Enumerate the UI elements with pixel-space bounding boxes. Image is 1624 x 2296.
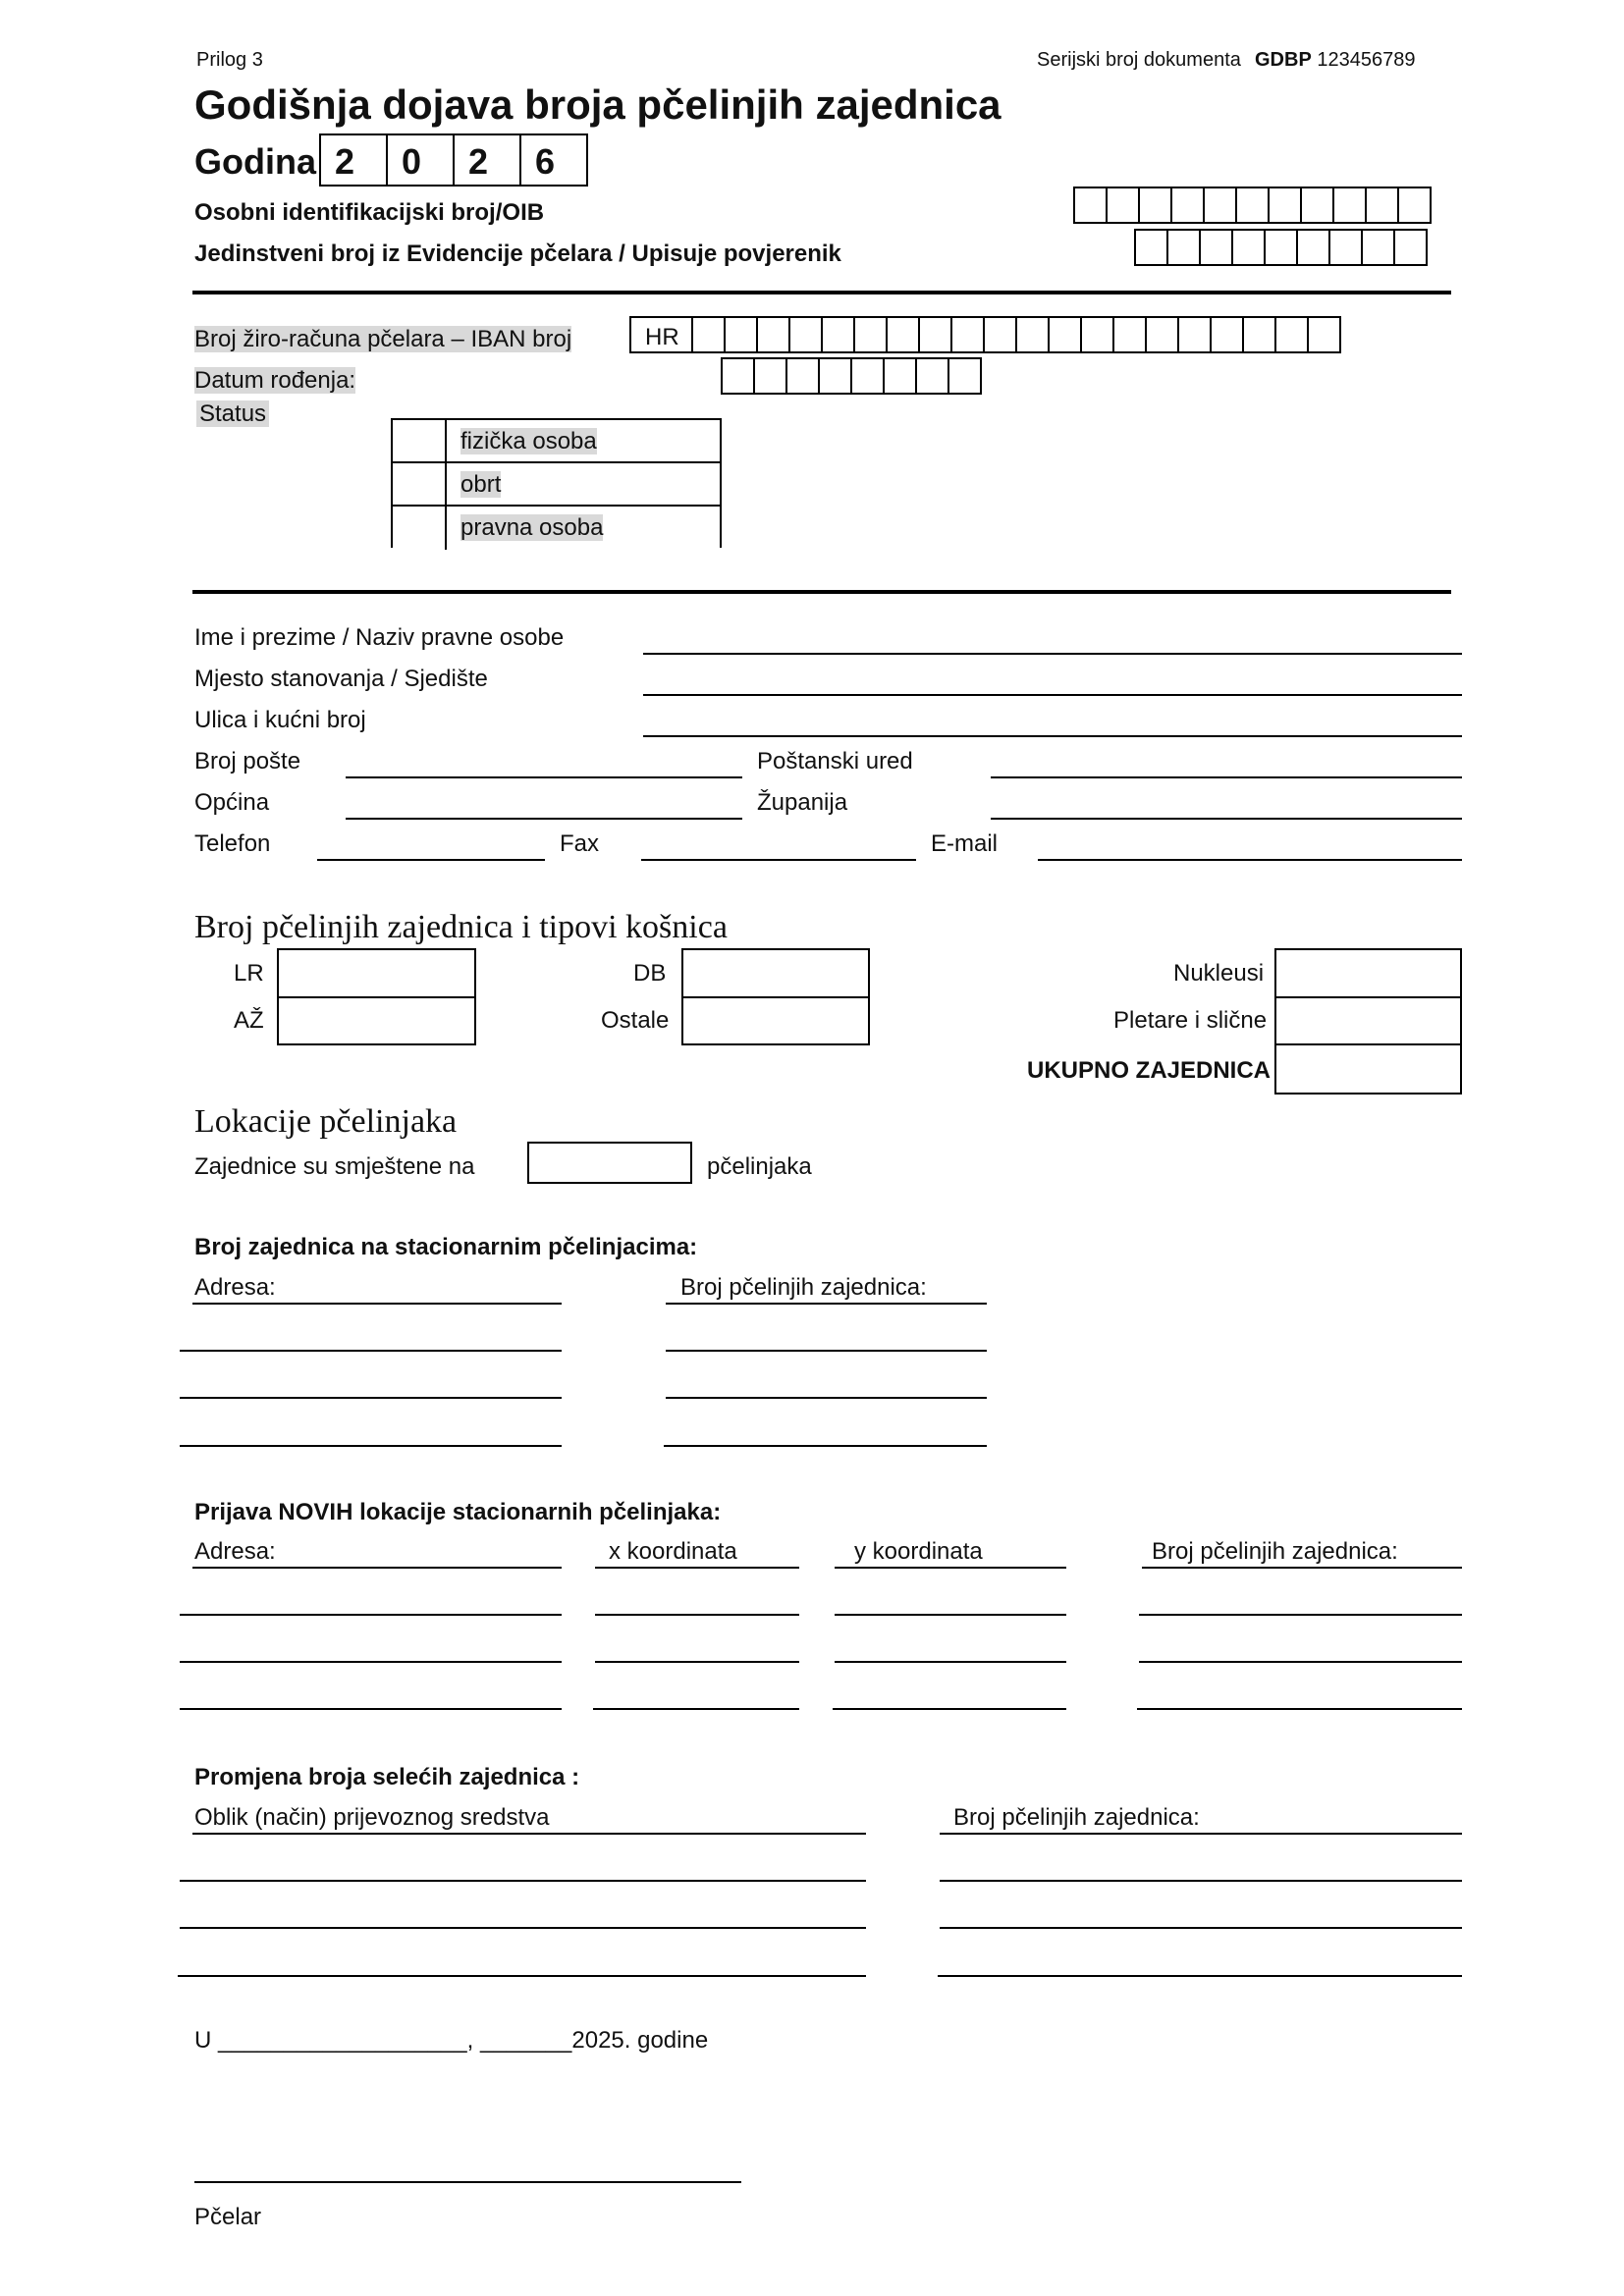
county-field[interactable] [991,818,1462,820]
serial-number [1255,49,1415,72]
ostale-label: Ostale [601,1007,670,1034]
status-label: Status [196,400,269,427]
vehicle-line[interactable] [178,1975,866,1977]
iban-label: Broj žiro-računa pčelara – IBAN broj [194,326,572,352]
new-address-line[interactable] [180,1614,562,1616]
stationary-count-line[interactable] [666,1397,987,1399]
migratory-count-line[interactable] [940,1927,1462,1929]
stationary-address-line[interactable] [180,1445,562,1447]
postcode-field[interactable] [346,776,742,778]
status-option-label: obrt [460,471,502,498]
residence-label: Mjesto stanovanja / Sjedište [194,666,488,692]
vehicle-line[interactable] [180,1927,866,1929]
y-coordinate-label: y koordinata [854,1538,983,1565]
street-label: Ulica i kućni broj [194,707,366,733]
stationary-heading: Broj zajednica na stacionarnim pčelinjacima: [194,1234,698,1260]
new-count-line[interactable] [1139,1614,1462,1616]
pletare-label: Pletare i slične [1113,1007,1268,1034]
new-locations-heading: Prijava NOVIH lokacije stacionarnih pčelinjaka: [194,1499,722,1525]
locations-heading: Lokacije pčelinjaka [194,1103,458,1140]
status-checkbox[interactable] [393,463,447,505]
vehicle-line[interactable] [192,1833,866,1835]
county-label: Županija [757,789,848,816]
stationary-count-line[interactable] [664,1445,987,1447]
postoffice-label: Poštanski ured [757,748,913,774]
year-digit[interactable]: 2 [319,133,388,187]
apiaries-label: pčelinjaka [707,1153,812,1180]
status-table [391,418,722,548]
migratory-count-label: Broj pčelinjih zajednica: [953,1804,1200,1831]
ostale-input[interactable] [681,996,870,1045]
new-count-line[interactable] [1139,1661,1462,1663]
vehicle-label: Oblik (način) prijevoznog sredstva [194,1804,550,1831]
year-boxes[interactable] [321,133,588,187]
year-digit[interactable]: 0 [386,133,455,187]
migratory-count-line[interactable] [938,1975,1462,1977]
place-date-line[interactable]: U ___________________, _______2025. godine [194,2027,709,2054]
page-title: Godišnja dojava broja pčelinjih zajednica [194,81,1001,128]
nukleusi-input[interactable] [1274,948,1462,998]
iban-boxes[interactable] [631,316,1341,353]
municipality-label: Općina [194,789,270,816]
y-coordinate-line[interactable] [835,1614,1066,1616]
migratory-count-line[interactable] [940,1833,1462,1835]
postoffice-field[interactable] [991,776,1462,778]
phone-field[interactable] [317,859,545,861]
y-coordinate-line[interactable] [835,1661,1066,1663]
year-digit[interactable]: 6 [519,133,588,187]
new-count-line[interactable] [1142,1567,1462,1569]
lr-input[interactable] [277,948,476,998]
stationary-count-line[interactable] [666,1303,987,1305]
new-count-line[interactable] [1137,1708,1462,1710]
fax-field[interactable] [641,859,916,861]
y-coordinate-line[interactable] [833,1708,1066,1710]
new-address-line[interactable] [180,1661,562,1663]
serial-value: 123456789 [1317,49,1416,71]
status-option-label: pravna osoba [460,514,604,541]
email-field[interactable] [1038,859,1462,861]
apiaries-count-input[interactable] [527,1142,692,1184]
az-input[interactable] [277,996,476,1045]
x-coordinate-line[interactable] [595,1614,799,1616]
vehicle-line[interactable] [180,1880,866,1882]
stationary-count-line[interactable] [666,1350,987,1352]
colonies-heading: Broj pčelinjih zajednica i tipovi košnica [194,909,728,945]
serial-label: Serijski broj dokumenta [1037,49,1241,71]
birth-boxes[interactable] [723,357,982,395]
annex-label: Prilog 3 [196,49,263,71]
stationary-address-label: Adresa: [194,1274,276,1301]
migratory-heading: Promjena broja selećih zajednica : [194,1764,580,1790]
new-address-line[interactable] [180,1708,562,1710]
iban-prefix: HR [629,316,693,353]
nukleusi-label: Nukleusi [1173,960,1265,987]
street-field[interactable] [643,735,1462,737]
birth-label: Datum rođenja: [194,367,356,394]
stationary-address-line[interactable] [180,1350,562,1352]
new-address-line[interactable] [192,1567,562,1569]
az-label: AŽ [234,1007,264,1034]
oib-boxes[interactable] [1075,187,1432,224]
stationary-address-line[interactable] [180,1397,562,1399]
total-label: UKUPNO ZAJEDNICA [1027,1057,1272,1084]
serial-code: GDBP [1255,49,1312,71]
divider [192,590,1451,594]
x-coordinate-line[interactable] [595,1661,799,1663]
phone-label: Telefon [194,830,271,857]
fax-label: Fax [560,830,600,857]
status-option[interactable] [393,420,720,463]
email-label: E-mail [931,830,999,857]
registry-label: Jedinstveni broj iz Evidencije pčelara / Upisuje povjerenik [194,240,841,267]
new-count-label: Broj pčelinjih zajednica: [1152,1538,1398,1565]
new-address-label: Adresa: [194,1538,276,1565]
stationary-count-label: Broj pčelinjih zajednica: [680,1274,927,1301]
name-label: Ime i prezime / Naziv pravne osobe [194,624,565,651]
stationary-address-line[interactable] [192,1303,562,1305]
status-option[interactable] [393,463,720,507]
name-field[interactable] [643,653,1462,655]
divider [192,291,1451,294]
pletare-input[interactable] [1274,996,1462,1045]
db-label: DB [633,960,667,987]
y-coordinate-line[interactable] [835,1567,1066,1569]
year-label: Godina [194,141,316,182]
lr-label: LR [234,960,264,987]
residence-field[interactable] [643,694,1462,696]
registry-boxes[interactable] [1136,229,1428,266]
signature-label: Pčelar [194,2204,262,2230]
x-coordinate-line[interactable] [593,1708,799,1710]
status-option[interactable] [393,507,720,550]
postcode-label: Broj pošte [194,748,301,774]
placed-label: Zajednice su smještene na [194,1153,475,1180]
oib-label: Osobni identifikacijski broj/OIB [194,199,545,226]
signature-line[interactable] [194,2181,741,2183]
status-checkbox[interactable] [393,507,447,550]
x-coordinate-line[interactable] [595,1567,799,1569]
x-coordinate-label: x koordinata [609,1538,737,1565]
year-digit[interactable]: 2 [453,133,521,187]
status-checkbox[interactable] [393,420,447,461]
municipality-field[interactable] [346,818,742,820]
db-input[interactable] [681,948,870,998]
status-option-label: fizička osoba [460,428,597,454]
total-input[interactable] [1274,1043,1462,1095]
migratory-count-line[interactable] [940,1880,1462,1882]
